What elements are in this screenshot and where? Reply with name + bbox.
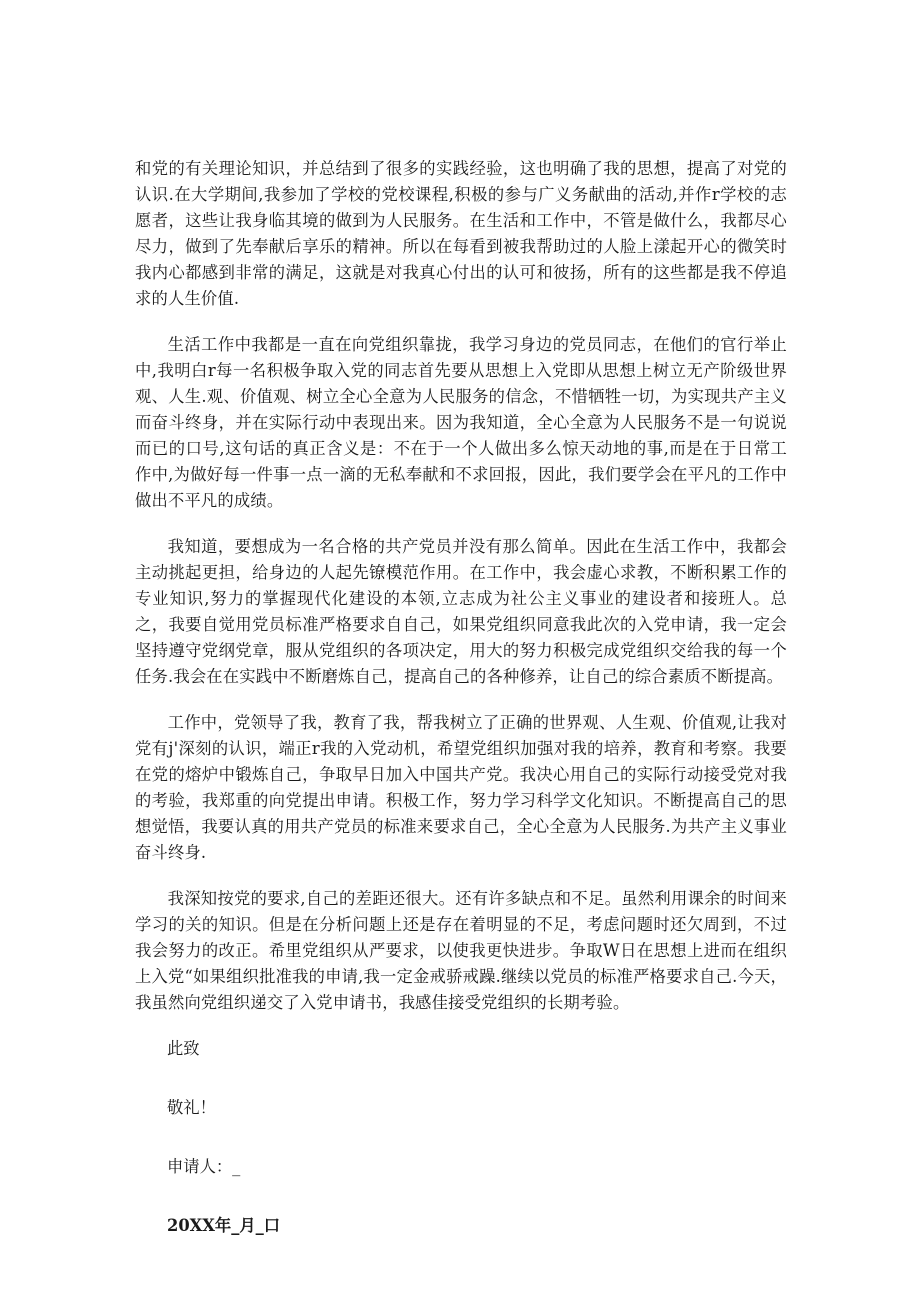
paragraph-4: 工作中，党领导了我，教育了我，帮我树立了正确的世界观、人生观、价值观,让我对党有j'深刻的认识，端正r我的入党动机，希望党组织加强对我的培养，教育和考察。我要在党的熔炉中锻炼自己，争取早日加入中国共产党。我决心用自己的实际行动接受党对我的考验，我郑重的向党提出申请。积极工作，努力学习科学文化知识。不断提高自己的思想觉悟，我要认真的用共产党员的标准来要求自己，全心全意为人民服务.为共产主义事业奋斗终身. bbox=[135, 713, 787, 862]
closing-respect: 敬礼！ bbox=[167, 1098, 216, 1117]
date-line: 20XX年_月_口 bbox=[167, 1216, 281, 1235]
paragraph-3: 我知道，要想成为一名合格的共产党员并没有那么简单。因此在生活工作中，我都会主动挑起更担，给身边的人起先镣模范作用。在工作中，我会虚心求教，不断积累工作的专业知识,努力的掌握现代化建设的本领,立志成为社公主义事业的建设者和接班人。总之，我要自觉用党员标准严格要求自自己，如果党组织同意我此次的入党申请，我一定会坚持遵守党纲党章，服从党组织的各项决定，用大的努力积极完成党组织交给我的每一个任务.我会在在实践中不断磨炼自己，提高自己的各种修养，让自己的综合素质不断提高。 bbox=[135, 537, 787, 686]
letter-body bbox=[135, 156, 787, 1272]
paragraph-2: 生活工作中我都是一直在向党组织靠拢，我学习身边的党员同志，在他们的官行举止中,我明白r每一名积极争取入党的同志首先要从思想上入党即从思想上树立无产阶级世界观、人生.观、价值观、树立全心全意为人民服务的信念，不惜牺牲一切，为实现共产主义而奋斗终身，并在实际行动中表现出来。因为我知道，全心全意为人民服务不是一句说说而已的口号,这句话的真正含义是：不在于一个人做出多么惊天动地的事,而是在于日常工作中,为做好每一件事一点一滴的无私奉献和不求回报，因此，我们要学会在平凡的工作中做出不平凡的成绩。 bbox=[135, 335, 787, 510]
closing-salutation: 此致 bbox=[167, 1039, 200, 1058]
paragraph-1: 和党的有关理论知识，并总结到了很多的实践经验，这也明确了我的思想，提高了对党的认识.在大学期间,我参加了学校的党校课程,积极的参与广义务献曲的活动,并作r学校的志愿者，这些让我身临其境的做到为人民服务。在生活和工作中，不管是做什么，我都尽心尽力，做到了先奉献后享乐的精神。所以在每看到被我帮助过的人脸上漾起开心的微笑时我内心都感到非常的满足，这就是对我真心付出的认可和彼扬，所有的这些都是我不停追求的人生价值. bbox=[135, 159, 787, 308]
letter-closing bbox=[135, 1036, 787, 1239]
applicant-line: 申请人：_ bbox=[167, 1157, 241, 1176]
paragraph-5: 我深知按党的要求,自己的差距还很大。还有许多缺点和不足。虽然利用课余的时间来学习的关的知识。但是在分析问题上还是存在着明显的不足，考虑问题时还欠周到，不过我会努力的改正。希里党组织从严要求，以使我更快进步。争取W日在思想上进而在组织上入党“如果组织批准我的申请,我一定金戒骄戒躁.继续以党员的标准严格要求自己.今天，我虽然向党组织递交了入党申请书，我感佳接受党组织的长期考验。 bbox=[135, 889, 787, 1012]
